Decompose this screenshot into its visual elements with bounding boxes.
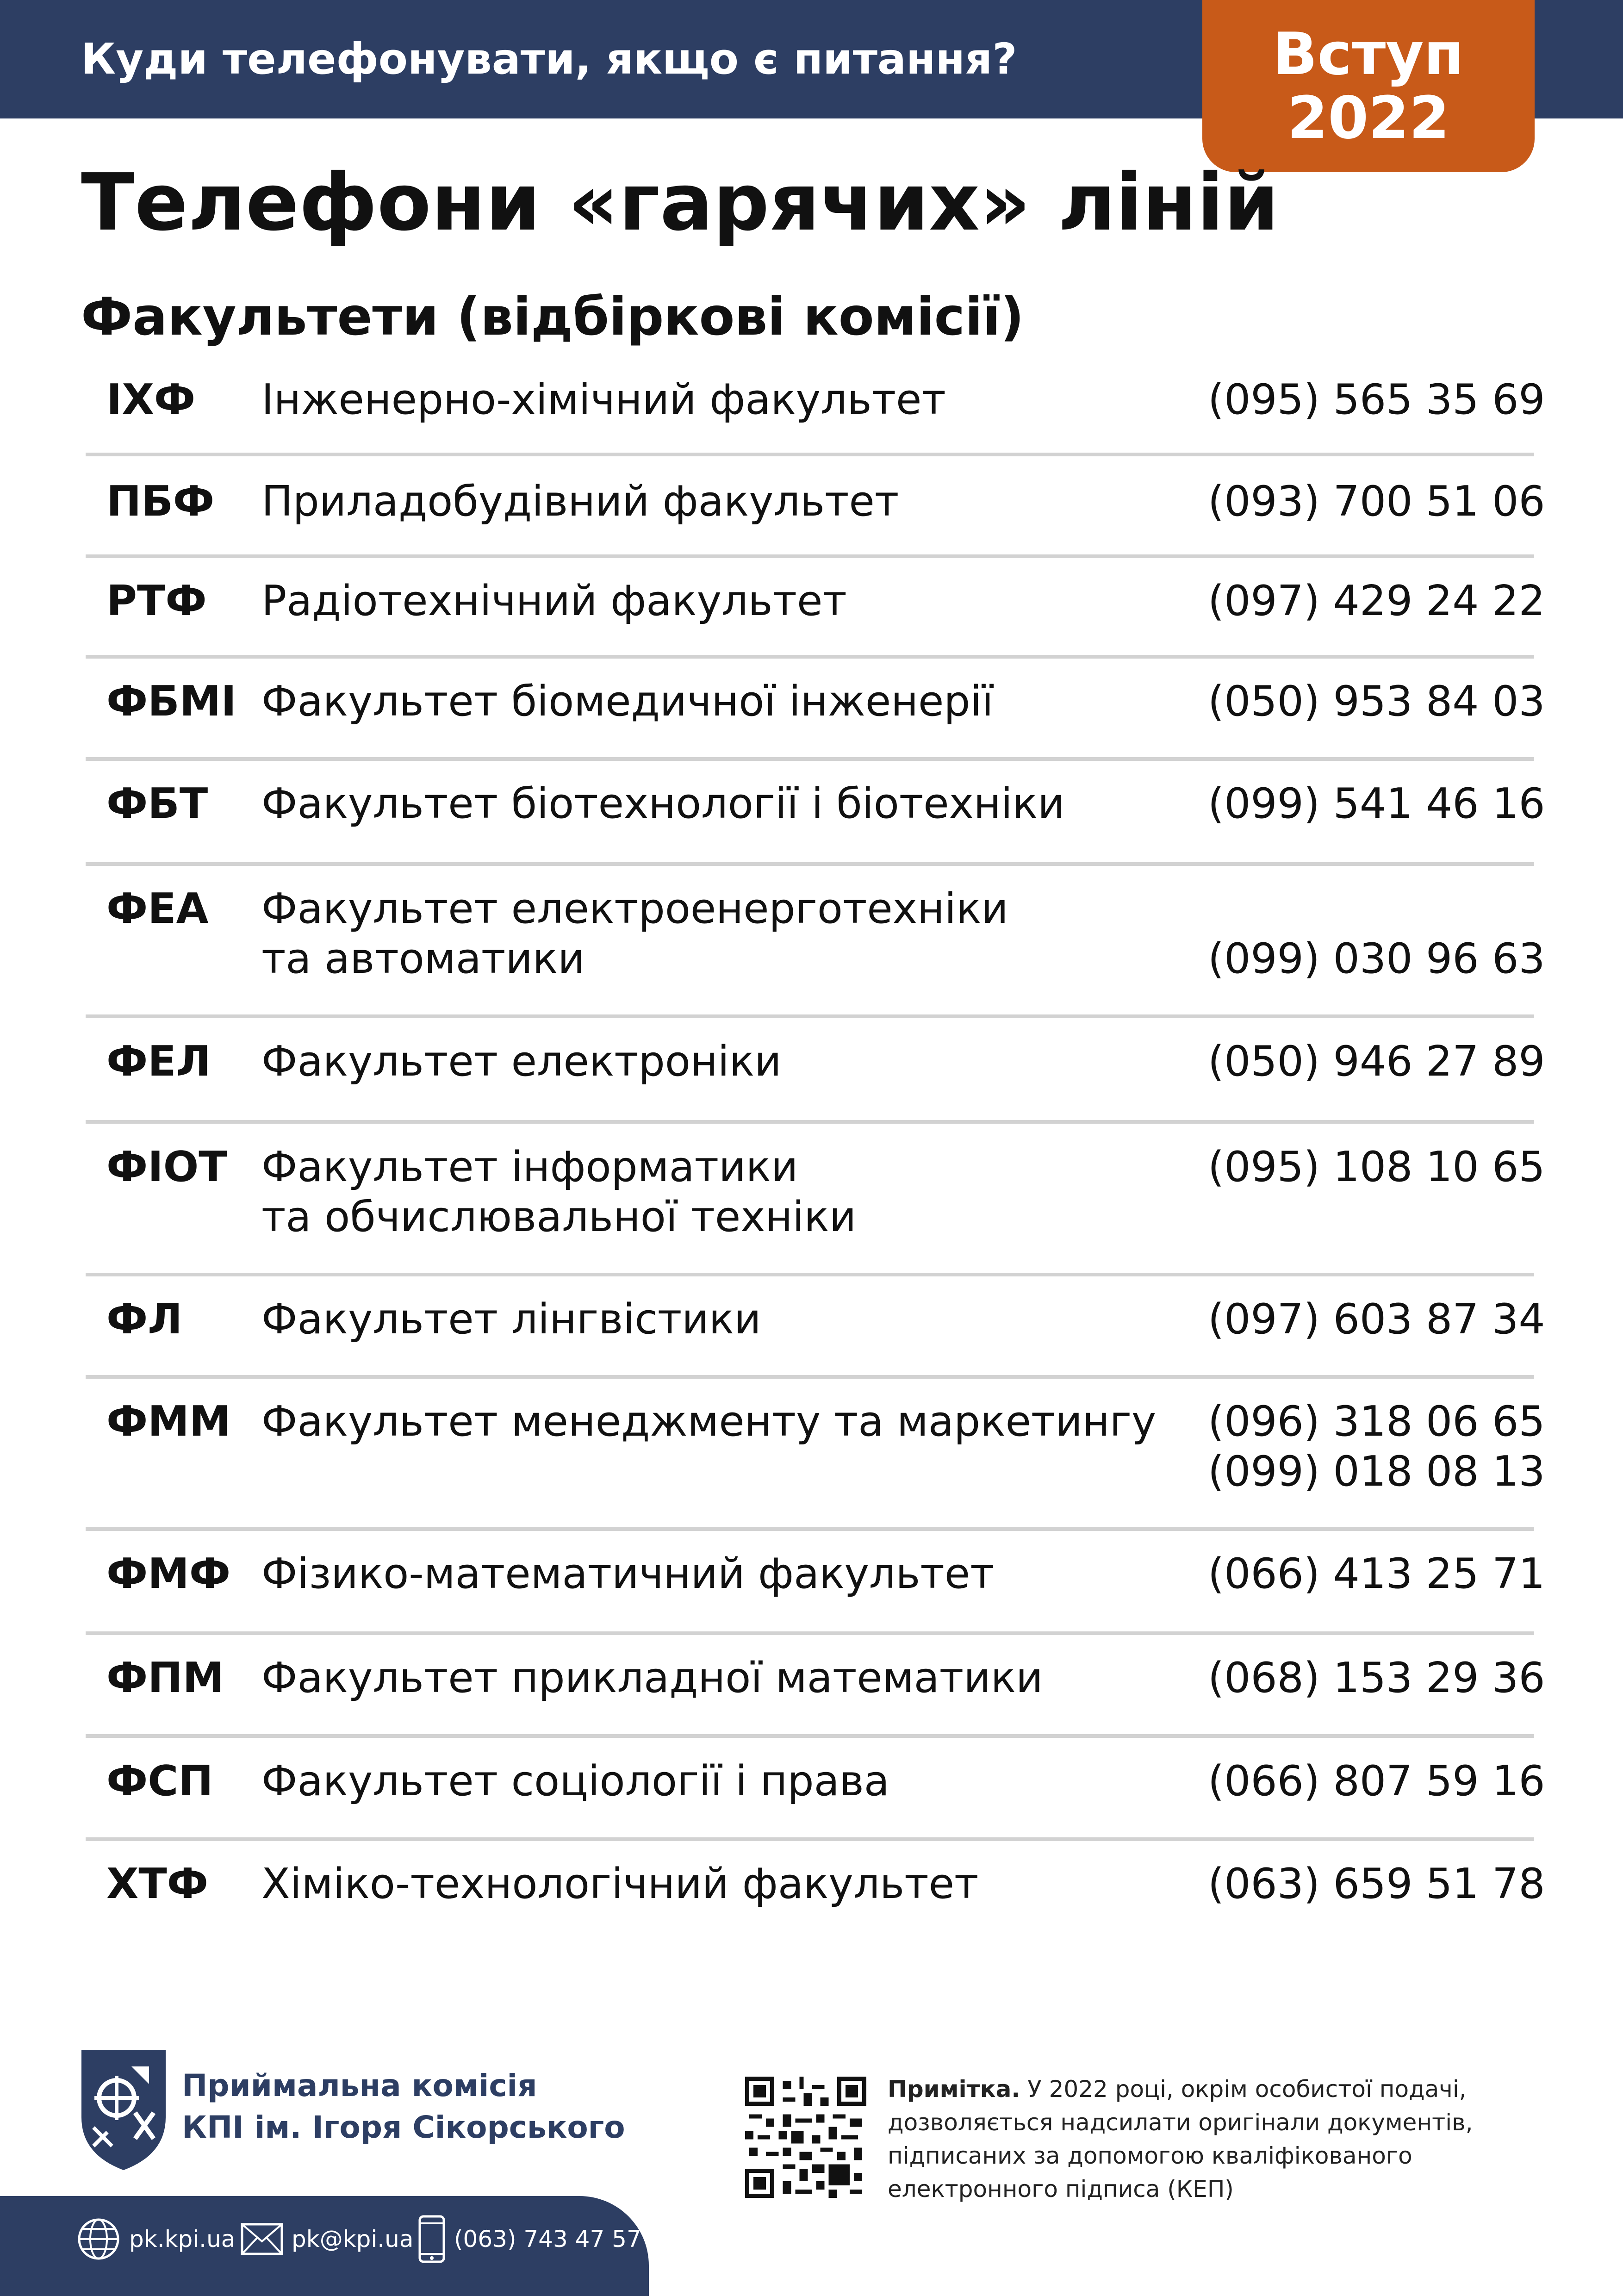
- phone-number[interactable]: (097) 603 87 34: [1208, 1295, 1545, 1344]
- faculty-abbreviation: ПБФ: [106, 477, 215, 526]
- phone-contact[interactable]: [418, 2214, 641, 2265]
- faculty-row: [86, 1653, 1545, 1738]
- phone-number[interactable]: (096) 318 06 65: [1208, 1397, 1545, 1446]
- faculty-phone: [1208, 1294, 1545, 1344]
- faculty-name-line: Факультет електроенерготехніки: [261, 884, 1008, 933]
- faculty-abbreviation: ФБТ: [106, 779, 208, 828]
- faculty-name-line: Факультет соціології і права: [261, 1757, 889, 1805]
- faculty-row: [86, 1294, 1545, 1379]
- faculty-phone: [1208, 576, 1545, 626]
- faculty-name: [261, 1397, 1156, 1447]
- phone-number[interactable]: (093) 700 51 06: [1208, 477, 1545, 526]
- website-link[interactable]: pk.kpi.ua: [129, 2226, 236, 2252]
- faculty-name-line: Хіміко-технологічний факультет: [261, 1860, 979, 1908]
- faculty-phone: [1208, 677, 1545, 727]
- badge-label: Вступ: [1273, 20, 1464, 88]
- faculty-row: [86, 1549, 1545, 1635]
- faculty-abbreviation: ФЕЛ: [106, 1037, 211, 1086]
- faculty-name: [261, 375, 946, 425]
- email-link[interactable]: pk@kpi.ua: [292, 2226, 414, 2252]
- faculty-phone: [1208, 1397, 1545, 1497]
- faculty-row: [86, 1142, 1545, 1276]
- faculty-abbreviation: ФСП: [106, 1757, 213, 1805]
- faculty-name-line: та обчислювальної техніки: [261, 1193, 857, 1241]
- envelope-icon: [241, 2223, 283, 2255]
- mobile-phone-icon: [418, 2215, 446, 2263]
- faculty-phone: [1208, 477, 1545, 527]
- qr-code-icon[interactable]: [745, 2077, 866, 2198]
- faculty-row: [86, 477, 1545, 558]
- phone-number[interactable]: (050) 953 84 03: [1208, 677, 1545, 726]
- phone-number[interactable]: (095) 565 35 69: [1208, 375, 1545, 424]
- faculty-phone: [1208, 375, 1545, 425]
- faculty-row: [86, 677, 1545, 761]
- email-contact[interactable]: [241, 2214, 414, 2265]
- faculty-name-line: Приладобудівний факультет: [261, 477, 899, 526]
- phone-number[interactable]: (097) 429 24 22: [1208, 577, 1545, 625]
- faculty-abbreviation: ХТФ: [106, 1860, 209, 1908]
- faculty-row: [86, 1397, 1545, 1531]
- phone-number[interactable]: (066) 413 25 71: [1208, 1549, 1545, 1598]
- admission-year-badge: [1202, 0, 1535, 172]
- faculty-name: [261, 1294, 761, 1344]
- faculty-row: [86, 1859, 1545, 1924]
- header-question: Куди телефонувати, якщо є питання?: [81, 34, 1017, 84]
- footnote-text: У 2022 році, окрім особистої подачі, дозволяється надсилати оригінали документів, підписаних за допомогою кваліфікованого електронного підпиcа (КЕП): [888, 2076, 1473, 2203]
- phone-number-link[interactable]: (063) 743 47 57: [454, 2226, 641, 2252]
- faculty-phone: [1208, 1756, 1545, 1806]
- faculty-abbreviation: ФЕА: [106, 884, 209, 933]
- faculty-name-line: Факультет прикладної математики: [261, 1654, 1043, 1702]
- faculty-name-line: Факультет менеджменту та маркетингу: [261, 1397, 1157, 1446]
- faculty-abbreviation: ФБМІ: [106, 677, 236, 726]
- faculty-phone: [1208, 1142, 1545, 1192]
- faculty-name-line: Факультет біотехнології і біотехніки: [261, 779, 1065, 828]
- faculty-phone: [1208, 779, 1545, 829]
- organization-name: [182, 2065, 625, 2148]
- faculty-name: [261, 1756, 889, 1806]
- organization-line-2: КПІ ім. Ігоря Сікорського: [182, 2109, 625, 2145]
- faculty-name-line: Факультет лінгвістики: [261, 1295, 761, 1344]
- faculty-name: [261, 677, 994, 727]
- kpi-shield-logo-icon: [80, 2048, 168, 2172]
- faculty-abbreviation: ФЛ: [106, 1295, 183, 1344]
- faculty-abbreviation: ФММ: [106, 1397, 231, 1446]
- footnote-label: Примітка.: [888, 2076, 1020, 2103]
- globe-icon: [76, 2217, 121, 2261]
- faculty-phone: [1208, 1859, 1545, 1909]
- website-contact[interactable]: [76, 2214, 235, 2265]
- phone-number[interactable]: (095) 108 10 65: [1208, 1143, 1545, 1191]
- phone-number[interactable]: (099) 541 46 16: [1208, 779, 1545, 828]
- faculty-name-line: Фізико-математичний факультет: [261, 1549, 995, 1598]
- phone-number[interactable]: [1208, 884, 1545, 934]
- faculty-name-line: Факультет біомедичної інженерії: [261, 677, 994, 726]
- phone-number[interactable]: (063) 659 51 78: [1208, 1860, 1545, 1908]
- phone-number[interactable]: (066) 807 59 16: [1208, 1757, 1545, 1805]
- page-title: Телефони «гарячих» ліній: [81, 157, 1279, 249]
- faculty-name-line: та автоматики: [261, 934, 585, 983]
- phone-number[interactable]: (050) 946 27 89: [1208, 1037, 1545, 1086]
- faculty-abbreviation: РТФ: [106, 577, 207, 625]
- faculty-phone: [1208, 1037, 1545, 1087]
- faculty-name: [261, 779, 1065, 829]
- faculty-name: [261, 1549, 995, 1599]
- faculty-row: [86, 1037, 1545, 1124]
- faculty-name: [261, 1142, 856, 1242]
- faculty-name: [261, 884, 1008, 984]
- footnote: [888, 2072, 1536, 2206]
- faculty-name: [261, 477, 899, 527]
- faculty-phone: [1208, 884, 1545, 984]
- phone-number[interactable]: (099) 018 08 13: [1208, 1447, 1545, 1496]
- faculty-phone: [1208, 1653, 1545, 1703]
- phone-number[interactable]: (099) 030 96 63: [1208, 934, 1545, 983]
- faculty-row: [86, 576, 1545, 659]
- faculty-abbreviation: ФПМ: [106, 1654, 224, 1702]
- section-subtitle: Факультети (відбіркові комісії): [81, 287, 1024, 347]
- phone-number[interactable]: (068) 153 29 36: [1208, 1654, 1545, 1702]
- faculty-abbreviation: ФІОТ: [106, 1143, 227, 1191]
- faculty-abbreviation: ФМФ: [106, 1549, 231, 1598]
- faculty-name: [261, 1037, 782, 1087]
- faculty-abbreviation: ІХФ: [106, 375, 196, 424]
- faculty-name: [261, 1859, 978, 1909]
- faculty-row: [86, 884, 1545, 1018]
- faculty-name: [261, 1653, 1043, 1703]
- faculty-phone: [1208, 1549, 1545, 1599]
- faculty-name-line: Факультет інформатики: [261, 1143, 798, 1191]
- faculty-name-line: Інженерно-хімічний факультет: [261, 375, 946, 424]
- faculty-row: [86, 779, 1545, 866]
- faculty-row: [86, 375, 1545, 456]
- faculty-row: [86, 1756, 1545, 1841]
- badge-year: 2022: [1287, 84, 1450, 152]
- faculty-name: [261, 576, 847, 626]
- faculty-name-line: Факультет електроніки: [261, 1037, 782, 1086]
- faculty-name-line: Радіотехнічний факультет: [261, 577, 847, 625]
- organization-line-1: Приймальна комісія: [182, 2068, 537, 2103]
